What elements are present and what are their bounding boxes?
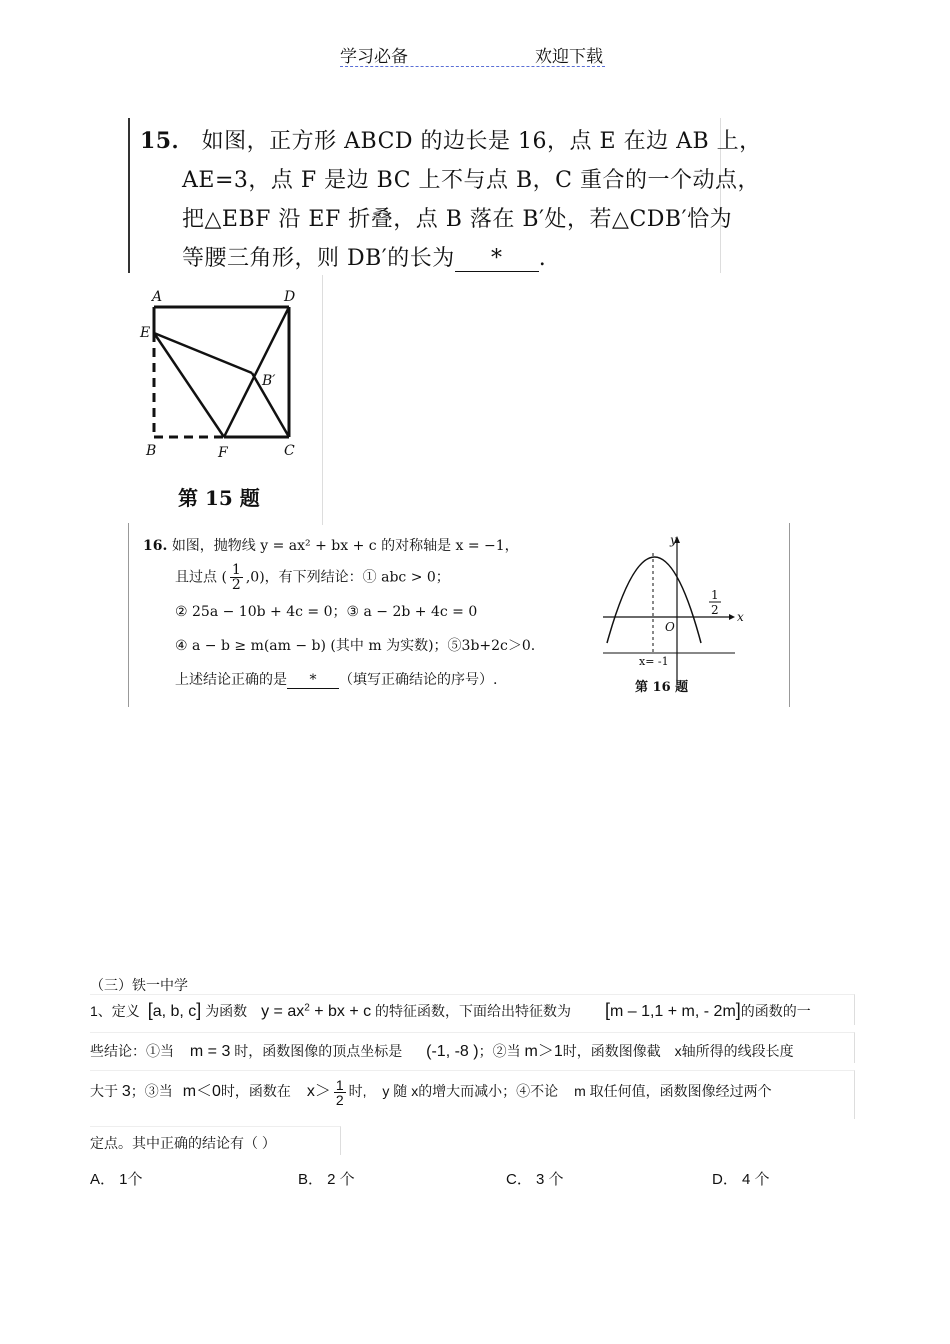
q16-line-2: [175, 563, 450, 592]
section-paragraph-2: [90, 1038, 794, 1061]
p1-a: 1、定义: [90, 1003, 140, 1019]
p3-d: m＜0: [182, 1083, 221, 1101]
q16-text-2a: 且过点 (: [175, 569, 227, 586]
q16-half-num: 1: [711, 588, 719, 602]
option-d: D． 4 个: [712, 1171, 770, 1188]
p3-frac-den: 2: [335, 1092, 344, 1108]
p1-d: y = ax: [261, 1003, 305, 1020]
p2-e: ；②当: [478, 1043, 521, 1059]
p3-l: m: [574, 1083, 586, 1100]
label-c: C: [284, 443, 295, 459]
header-left: 学习必备: [340, 47, 408, 67]
p3-fraction: [334, 1078, 346, 1107]
q16-y-label: y: [670, 533, 677, 547]
p2-d: (-1, -8 ): [426, 1043, 479, 1060]
q16-line-3: ② 25a − 10b + 4c = 0；③ a − 2b + 4c = 0: [175, 604, 478, 620]
label-a: A: [152, 289, 163, 305]
p1-e: + bx + c: [309, 1003, 372, 1020]
q15-caption: 第 15 题: [178, 486, 260, 510]
p2-b: m = 3: [189, 1043, 231, 1060]
q16-text-1: 如图，抛物线 y = ax² + bx + c 的对称轴是 x = −1，: [171, 538, 519, 554]
q16-x-label: x: [737, 610, 744, 624]
q16-text-2b: ,0)，有下列结论：① abc > 0；: [245, 569, 450, 586]
q16-parabola-figure: [599, 531, 769, 701]
q15-answer-blank: *: [455, 246, 539, 272]
label-f: F: [218, 445, 228, 461]
q16-line-1: [143, 535, 519, 555]
section-paragraph-3: [90, 1078, 772, 1107]
question-16: [128, 523, 790, 707]
q16-line-5: [175, 669, 497, 689]
p1-h: 的函数的一: [740, 1003, 811, 1019]
q15-number: 15．: [140, 128, 195, 154]
option-c: C． 3 个: [506, 1171, 564, 1188]
p2-i: 轴所得的线段长度: [681, 1043, 794, 1059]
p3-g: 时,: [348, 1083, 367, 1100]
header-right: 欢迎下载: [535, 47, 603, 67]
q16-frac-den: 2: [231, 577, 241, 593]
p3-j: x: [411, 1083, 419, 1100]
q16-origin-label: O: [665, 620, 675, 634]
q15-line-4: [182, 241, 546, 272]
section-paragraph-4: 定点。其中正确的结论有（ ）: [90, 1135, 276, 1151]
q15-line-3: 把△EBF 沿 EF 折叠，点 B 落在 B′处，若△CDB′恰为: [182, 207, 733, 232]
q16-fraction: [230, 563, 243, 592]
q15-line-2: AE=3，点 F 是边 BC 上不与点 B，C 重合的一个动点，: [182, 168, 761, 193]
p1-sup: 2: [304, 1002, 310, 1014]
section-title: （三）铁一中学: [90, 977, 188, 993]
p1-f: 的特征函数，下面给出特征数为: [375, 1003, 572, 1019]
p3-i: 随: [393, 1083, 408, 1100]
p3-h: y: [382, 1083, 390, 1100]
q16-answer-blank: *: [287, 672, 339, 689]
option-b: B． 2 个: [298, 1171, 355, 1188]
p1-c: 为函数: [205, 1003, 248, 1019]
label-b: B: [146, 443, 157, 459]
p3-a: 大于: [90, 1083, 118, 1100]
p2-a: 些结论：①当: [90, 1043, 174, 1059]
p2-g: 时，函数图像截: [562, 1043, 661, 1059]
p2-c: 时，函数图像的顶点坐标是: [234, 1043, 403, 1059]
q15-line-1: [140, 124, 762, 155]
p1-g: m – 1,1 + m, - 2m: [609, 1003, 736, 1020]
p3-c: ；③当: [130, 1083, 173, 1100]
q16-number: 16.: [143, 538, 168, 554]
p3-k: 的增大而减小；④不论: [418, 1083, 559, 1100]
p3-e: 时，函数在: [220, 1083, 291, 1100]
p3-frac-num: 1: [335, 1077, 344, 1093]
p3-b: 3: [121, 1083, 131, 1101]
p3-f: x＞: [306, 1083, 331, 1101]
q16-caption: 第 16 题: [635, 680, 689, 695]
section-paragraph-1: 1、定义 [a, b, c] 为函数 $y = ax^2$ + bx + c 的特征函数，下面给出特征数为 [m – 1,1 + m, - 2m]的函数的一: [90, 1000, 811, 1020]
option-a: A． 1个: [90, 1171, 143, 1188]
q16-symmetry-label: x= -1: [639, 655, 669, 668]
p1-b: a, b, c: [152, 1003, 197, 1020]
q16-text-5b: （填写正确结论的序号）.: [339, 672, 498, 688]
p2-h: x: [674, 1043, 682, 1059]
q16-line-4: ④ a − b ≥ m(am − b) (其中 m 为实数)；⑤3b+2c＞0.: [175, 638, 536, 654]
q15-text-1: 如图，正方形 ABCD 的边长是 16，点 E 在边 AB 上，: [201, 129, 762, 154]
page-header: [340, 40, 605, 67]
label-b-prime: B′: [262, 373, 276, 389]
q15-square-diagram: [138, 275, 322, 525]
q15-figure: [138, 275, 323, 525]
q15-text-4: 等腰三角形，则 DB′的长为: [182, 246, 455, 271]
q16-frac-num: 1: [231, 562, 241, 578]
p3-m: 取任何值，函数图像经过两个: [589, 1083, 772, 1100]
q15-text-4-end: .: [538, 246, 547, 271]
p2-f: m＞1: [524, 1043, 563, 1060]
label-e: E: [140, 325, 151, 341]
q16-half-den: 2: [711, 603, 719, 617]
label-d: D: [284, 289, 296, 305]
question-15: [128, 118, 762, 273]
q16-text-5a: 上述结论正确的是: [175, 672, 287, 688]
